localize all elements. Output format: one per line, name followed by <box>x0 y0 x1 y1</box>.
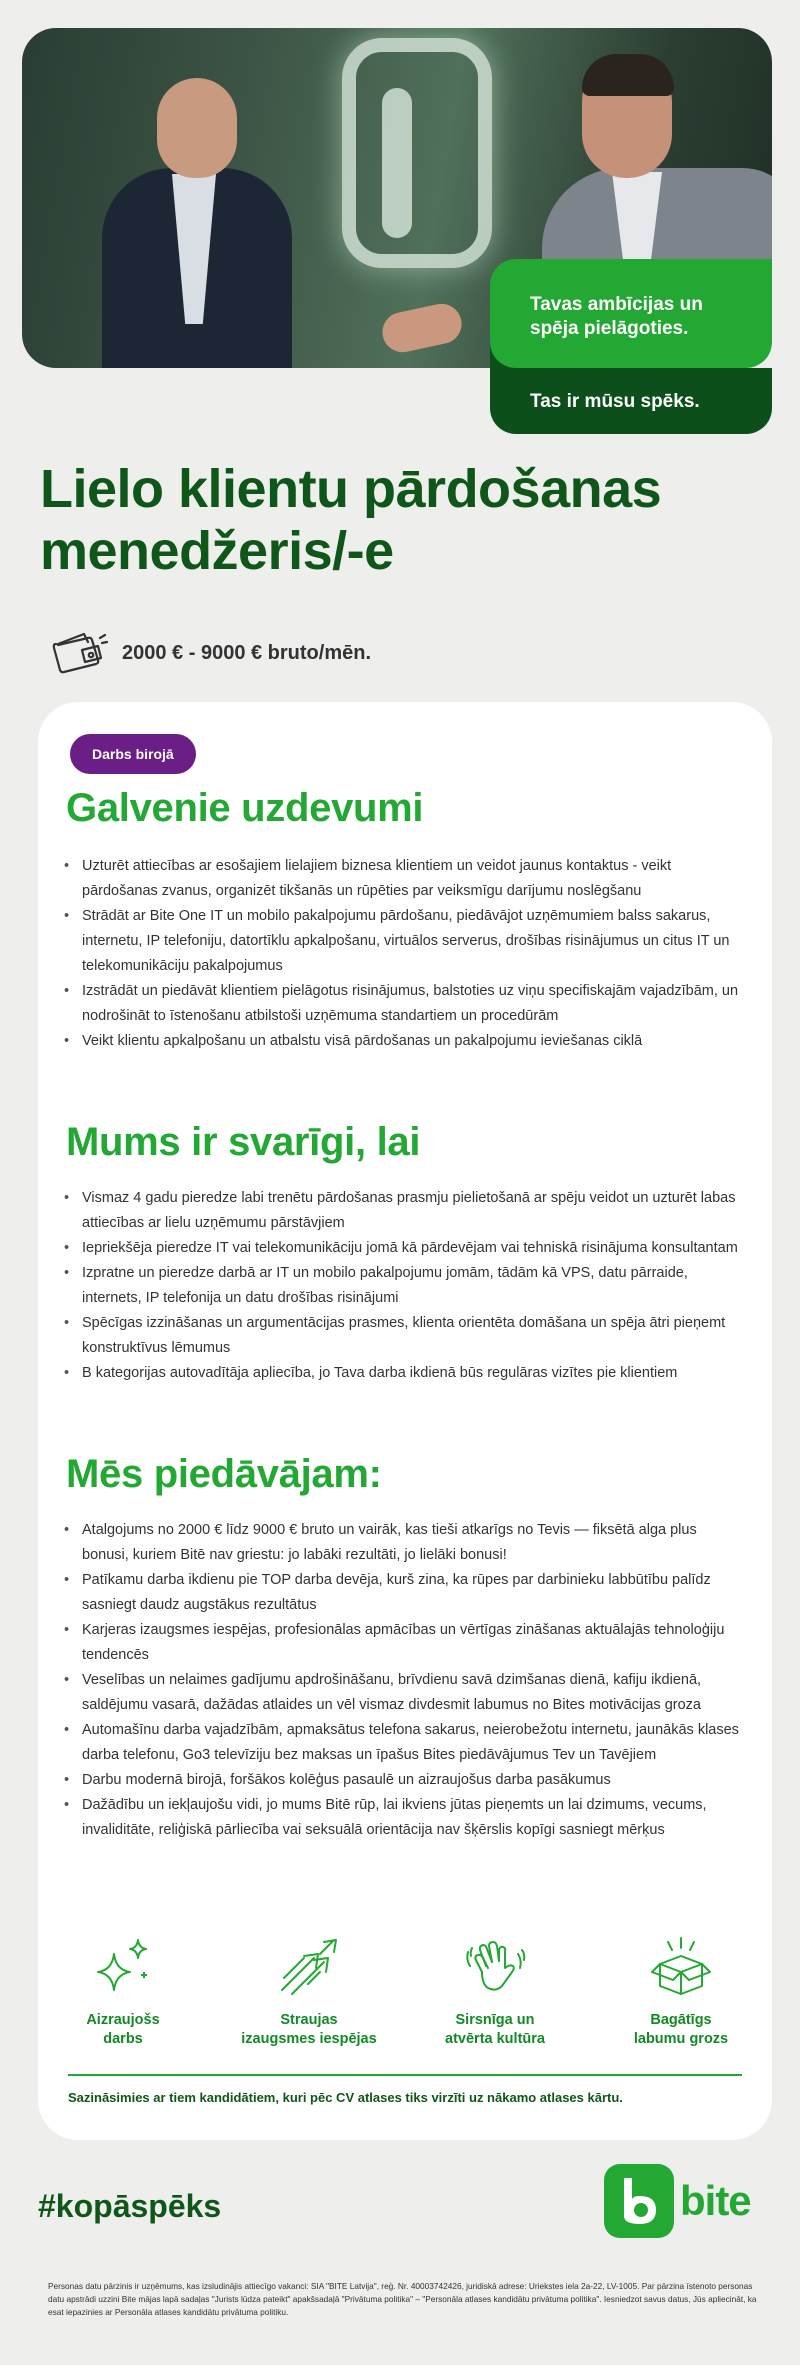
logo-sign-stroke <box>382 88 412 238</box>
gesturing-hand <box>379 300 466 356</box>
benefit-label-line2: atvērta kultūra <box>445 2031 545 2047</box>
hashtag: #kopāspēks <box>38 2188 222 2224</box>
benefit-label-line2: izaugsmes iespējas <box>241 2031 377 2047</box>
bite-logo-word: bite <box>680 2177 751 2224</box>
growth-arrows-icon <box>274 1989 344 2006</box>
list-item: • Automašīnu darba vajadzībām, apmaksātus telefona sakarus, neierobežotu internetu, jaunākās klases darba telefonu, Go3 televīziju bez maksas un īpašus Bites piedāvājumus Tev un Tavējiem <box>62 1718 742 1768</box>
sparkle-icon <box>88 1989 158 2006</box>
divider <box>68 2074 742 2076</box>
person-left <box>102 78 252 368</box>
benefit-label-line1: Bagātīgs <box>650 2012 712 2028</box>
work-type-tag: Darbs birojā <box>70 734 196 774</box>
salary-row <box>50 630 371 676</box>
benefit-culture <box>410 1932 580 2049</box>
tasks-list <box>62 854 742 1054</box>
offer-heading: Mēs piedāvājam: <box>66 1452 382 1496</box>
benefit-label-line1: Aizraujošs <box>86 2012 160 2028</box>
benefit-gift-box <box>596 1932 766 2049</box>
list-item: • Vismaz 4 gadu pieredze labi trenētu pārdošanas prasmju pielietošanā ar spēju veidot un uzturēt labas attiecības ar lielu uzņēmumu pārstāvjiem <box>62 1186 742 1236</box>
logo-sign-decoration <box>342 38 492 268</box>
bite-logo-mark <box>604 2164 674 2238</box>
requirements-list <box>62 1186 742 1386</box>
contact-note: Sazināsimies ar tiem kandidātiem, kuri pēc CV atlases tiks virzīti uz nākamo atlases kārtu. <box>68 2090 623 2105</box>
bite-logo[interactable] <box>604 2164 751 2238</box>
list-item: • Patīkamu darba ikdienu pie TOP darba devēja, kurš zina, ka rūpes par darbinieku labbūtību palīdz sasniegt daudz augstākus rezultātus <box>62 1568 742 1618</box>
requirements-heading: Mums ir svarīgi, lai <box>66 1120 421 1164</box>
slogan-badge-dark <box>490 368 772 434</box>
wallet-icon <box>50 630 108 676</box>
list-item: • B kategorijas autovadītāja apliecība, jo Tava darba ikdienā būs regulāras vizītes pie klientiem <box>62 1361 742 1386</box>
slogan-line1: Tavas ambīcijas un spēja pielāgoties. <box>530 294 703 339</box>
benefit-exciting-work <box>38 1932 208 2049</box>
list-item: • Izpratne un pieredze darbā ar IT un mobilo pakalpojumu jomām, tādām kā VPS, datu pārraide, internets, IP telefonija un datu drošības risinājumi <box>62 1261 742 1311</box>
benefits-row <box>38 1932 772 2072</box>
job-details-card <box>38 702 772 2140</box>
list-item: • Izstrādāt un piedāvāt klientiem pielāgotus risinājumus, balstoties uz viņu specifiskajām vajadzībām, un nodrošināt to īstenošanu atbilstoši uzņēmuma standartiem un procedūrām <box>62 979 742 1029</box>
slogan-badge-green <box>490 259 772 368</box>
job-title: Lielo klientu pārdošanas menedžeris/-e <box>40 459 662 581</box>
offer-list <box>62 1518 742 1843</box>
waving-hand-icon <box>460 1989 530 2006</box>
list-item: • Strādāt ar Bite One IT un mobilo pakalpojumu pārdošanu, piedāvājot uzņēmumiem balss sakarus, internetu, IP telefoniju, datortīklu apkalpošanu, virtuālos serverus, drošības risinājumus un citus IT un telekomunikāciju pakalpojumus <box>62 904 742 979</box>
benefit-label-line2: darbs <box>103 2031 143 2047</box>
list-item: • Uzturēt attiecības ar esošajiem lielajiem biznesa klientiem un veidot jaunus kontaktus - veikt pārdošanas zvanus, organizēt tikšanās un rūpēties par veiksmīgu darījumu noslēgšanu <box>62 854 742 904</box>
list-item: • Spēcīgas izzināšanas un argumentācijas prasmes, klienta orientēta domāšana un spēja ātri pieņemt konstruktīvus lēmumus <box>62 1311 742 1361</box>
list-item: • Karjeras izaugsmes iespējas, profesionālas apmācības un vērtīgas zināšanas aktuālajās tehnoloģiju tendencēs <box>62 1618 742 1668</box>
privacy-footer: Personas datu pārzinis ir uzņēmums, kas izsludinājis attiecīgo vakanci: SIA "BITE Latvija", reģ. Nr. 40003742426, juridiskā adrese: Uriekstes iela 2a-22, LV-1005. Par pārzina īstenoto personas datu apstrādi uzzini Bite mājas lapā sadaļas "Jurists lūdza pateikt" apakšsadaļā "Privātuma politika" – "Personāla atlases kandidātu privātuma politika". Iesniedzot savus datus, Jūs apliecināt, ka esat iepazinies ar Personāla atlases kandidātu privātuma politiku. <box>48 2281 757 2317</box>
slogan-line2: Tas ir mūsu spēks. <box>530 391 700 412</box>
tasks-heading: Galvenie uzdevumi <box>66 786 424 830</box>
list-item: • Darbu modernā birojā, foršākos kolēģus pasaulē un aizraujošus darba pasākumus <box>62 1768 742 1793</box>
benefit-growth <box>224 1932 394 2049</box>
benefit-label-line1: Sirsnīga un <box>455 2012 535 2028</box>
list-item: • Atalgojums no 2000 € līdz 9000 € bruto un vairāk, kas tieši atkarīgs no Tevis — fiksētā alga plus bonusi, kuriem Bitē nav griestu: jo labāki rezultāti, jo lielāki bonusi! <box>62 1518 742 1568</box>
benefit-label-line2: labumu grozs <box>633 2031 729 2047</box>
gift-box-icon <box>646 1989 716 2006</box>
salary-range: 2000 € - 9000 € bruto/mēn. <box>122 641 372 664</box>
list-item: • Dažādību un iekļaujošu vidi, jo mums Bitē rūp, lai ikviens jūtas pieņemts un lai dzimums, vecums, invaliditāte, reliģiskā pārliecība vai seksuālā orientācija nav šķērslis kopīgi sasniegt mērķus <box>62 1793 742 1843</box>
list-item: • Veikt klientu apkalpošanu un atbalstu visā pārdošanas un pakalpojumu ieviešanas ciklā <box>62 1029 742 1054</box>
benefit-label-line1: Straujas <box>280 2012 338 2028</box>
list-item: • Veselības un nelaimes gadījumu apdrošināšanu, brīvdienu savā dzimšanas dienā, kafiju ikdienā, saldējumu vasarā, dažādas atlaides un vēl vismaz divdesmit labumus no Bites motivācijas groza <box>62 1668 742 1718</box>
list-item: • Iepriekšēja pieredze IT vai telekomunikāciju jomā kā pārdevējam vai tehniskā risinājuma konsultantam <box>62 1236 742 1261</box>
